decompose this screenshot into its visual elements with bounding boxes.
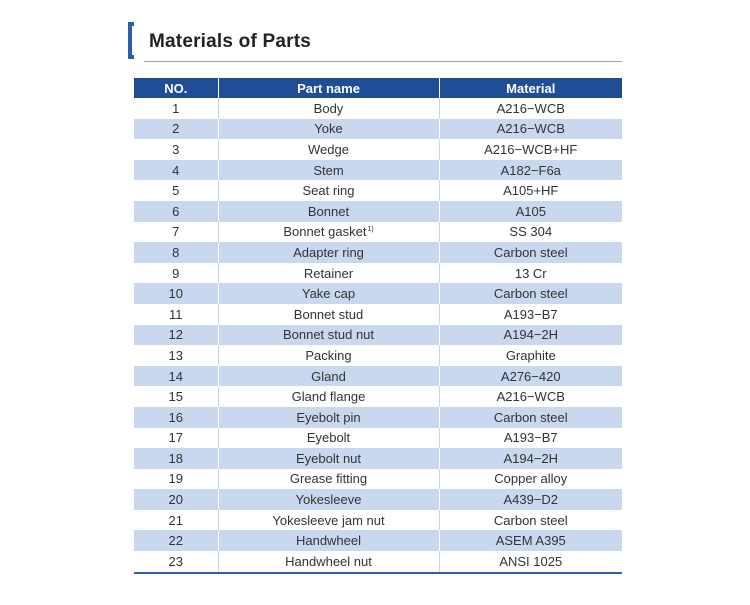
part-name-text: Gland flange (291, 389, 366, 405)
part-name-text: Handwheel nut (285, 553, 372, 569)
bracket-mark (128, 22, 134, 59)
cell-material: A194−2H (439, 325, 622, 346)
cell-no: 18 (134, 448, 218, 469)
column-header-material: Material (439, 78, 622, 98)
table-row (134, 242, 622, 263)
cell-part-name (218, 386, 439, 407)
table-row (134, 98, 622, 119)
cell-part-name (218, 304, 439, 325)
cell-no: 6 (134, 201, 218, 222)
table-row (134, 448, 622, 469)
cell-no: 10 (134, 283, 218, 304)
cell-no: 3 (134, 139, 218, 160)
cell-part-name (218, 283, 439, 304)
column-header-part-name: Part name (218, 78, 439, 98)
table-row (134, 469, 622, 490)
table-row (134, 366, 622, 387)
cell-material: Carbon steel (439, 407, 622, 428)
cell-material: ASEM A395 (439, 530, 622, 551)
cell-no: 22 (134, 530, 218, 551)
cell-material: Carbon steel (439, 242, 622, 263)
part-name-text: Bonnet stud nut (282, 327, 375, 343)
table-row (134, 386, 622, 407)
header-row (134, 78, 622, 98)
table-row (134, 201, 622, 222)
cell-part-name (218, 530, 439, 551)
page-title: Materials of Parts (149, 31, 311, 52)
cell-part-name (218, 510, 439, 531)
cell-part-name (218, 242, 439, 263)
cell-no: 12 (134, 325, 218, 346)
cell-material: A182−F6a (439, 160, 622, 181)
cell-material: A439−D2 (439, 489, 622, 510)
cell-material: Carbon steel (439, 510, 622, 531)
table-row (134, 222, 622, 243)
cell-material: 13 Cr (439, 263, 622, 284)
cell-material: Copper alloy (439, 469, 622, 490)
title-underline (144, 61, 622, 62)
cell-part-name (218, 222, 439, 243)
cell-part-name (218, 160, 439, 181)
section-header (128, 20, 622, 62)
table-row (134, 304, 622, 325)
part-name-text: Yake cap (301, 286, 356, 302)
cell-no: 17 (134, 428, 218, 449)
table-row (134, 345, 622, 366)
table-row (134, 530, 622, 551)
cell-material: A216−WCB (439, 119, 622, 140)
table-row (134, 283, 622, 304)
part-name-text: Gland (311, 368, 346, 384)
table-row (134, 489, 622, 510)
cell-no: 16 (134, 407, 218, 428)
table-header (134, 78, 622, 98)
part-name-text: Yokesleeve jam nut (272, 512, 385, 528)
cell-material: A216−WCB (439, 386, 622, 407)
cell-material: A276−420 (439, 366, 622, 387)
cell-no: 11 (134, 304, 218, 325)
cell-no: 19 (134, 469, 218, 490)
part-name-text: Yokesleeve (295, 492, 362, 508)
cell-material: Graphite (439, 345, 622, 366)
footnote-marker: 1) (367, 226, 374, 234)
table-row (134, 160, 622, 181)
cell-no: 14 (134, 366, 218, 387)
table-row (134, 119, 622, 140)
cell-material: SS 304 (439, 222, 622, 243)
part-name-text: Retainer (303, 265, 354, 281)
cell-no: 8 (134, 242, 218, 263)
part-name-text: Eyebolt pin (296, 409, 361, 425)
cell-part-name (218, 98, 439, 119)
cell-part-name (218, 325, 439, 346)
cell-material: ANSI 1025 (439, 551, 622, 573)
part-name-text: Bonnet stud (293, 306, 364, 322)
cell-material: A216−WCB+HF (439, 139, 622, 160)
part-name-text: Adapter ring (293, 244, 364, 260)
cell-no: 1 (134, 98, 218, 119)
part-name-text: Handwheel (295, 533, 362, 549)
cell-material: A193−B7 (439, 304, 622, 325)
part-name-text: Eyebolt (306, 430, 351, 446)
cell-part-name (218, 366, 439, 387)
table-row (134, 551, 622, 573)
cell-material: Carbon steel (439, 283, 622, 304)
cell-no: 7 (134, 222, 218, 243)
cell-part-name (218, 469, 439, 490)
cell-material: A105 (439, 201, 622, 222)
part-name-text: Eyebolt nut (295, 450, 362, 466)
table-row (134, 510, 622, 531)
cell-material: A105+HF (439, 180, 622, 201)
table-row (134, 325, 622, 346)
cell-no: 21 (134, 510, 218, 531)
part-name-text: Wedge (308, 141, 349, 157)
materials-table (134, 78, 622, 574)
part-name-text: Stem (313, 162, 344, 178)
cell-part-name (218, 489, 439, 510)
cell-no: 9 (134, 263, 218, 284)
cell-part-name (218, 551, 439, 573)
cell-material: A194−2H (439, 448, 622, 469)
cell-no: 20 (134, 489, 218, 510)
cell-material: A216−WCB (439, 98, 622, 119)
cell-no: 2 (134, 119, 218, 140)
table-row (134, 263, 622, 284)
table-body (134, 98, 622, 573)
table-row (134, 180, 622, 201)
cell-no: 15 (134, 386, 218, 407)
cell-no: 5 (134, 180, 218, 201)
column-header-no: NO. (134, 78, 218, 98)
cell-no: 13 (134, 345, 218, 366)
cell-material: A193−B7 (439, 428, 622, 449)
cell-part-name (218, 263, 439, 284)
cell-part-name (218, 428, 439, 449)
part-name-text: Body (313, 100, 344, 116)
cell-part-name (218, 139, 439, 160)
table-row (134, 428, 622, 449)
part-name-text: Seat ring (302, 183, 355, 199)
part-name-text: Yoke (314, 121, 343, 137)
cell-part-name (218, 345, 439, 366)
cell-part-name (218, 407, 439, 428)
table-row (134, 139, 622, 160)
cell-part-name (218, 448, 439, 469)
part-name-text: Bonnet gasket (283, 224, 367, 240)
part-name-text: Packing (305, 347, 352, 363)
cell-part-name (218, 119, 439, 140)
table-row (134, 407, 622, 428)
cell-no: 4 (134, 160, 218, 181)
cell-part-name (218, 201, 439, 222)
cell-no: 23 (134, 551, 218, 573)
cell-part-name (218, 180, 439, 201)
part-name-text: Grease fitting (289, 471, 368, 487)
part-name-text: Bonnet (307, 203, 350, 219)
